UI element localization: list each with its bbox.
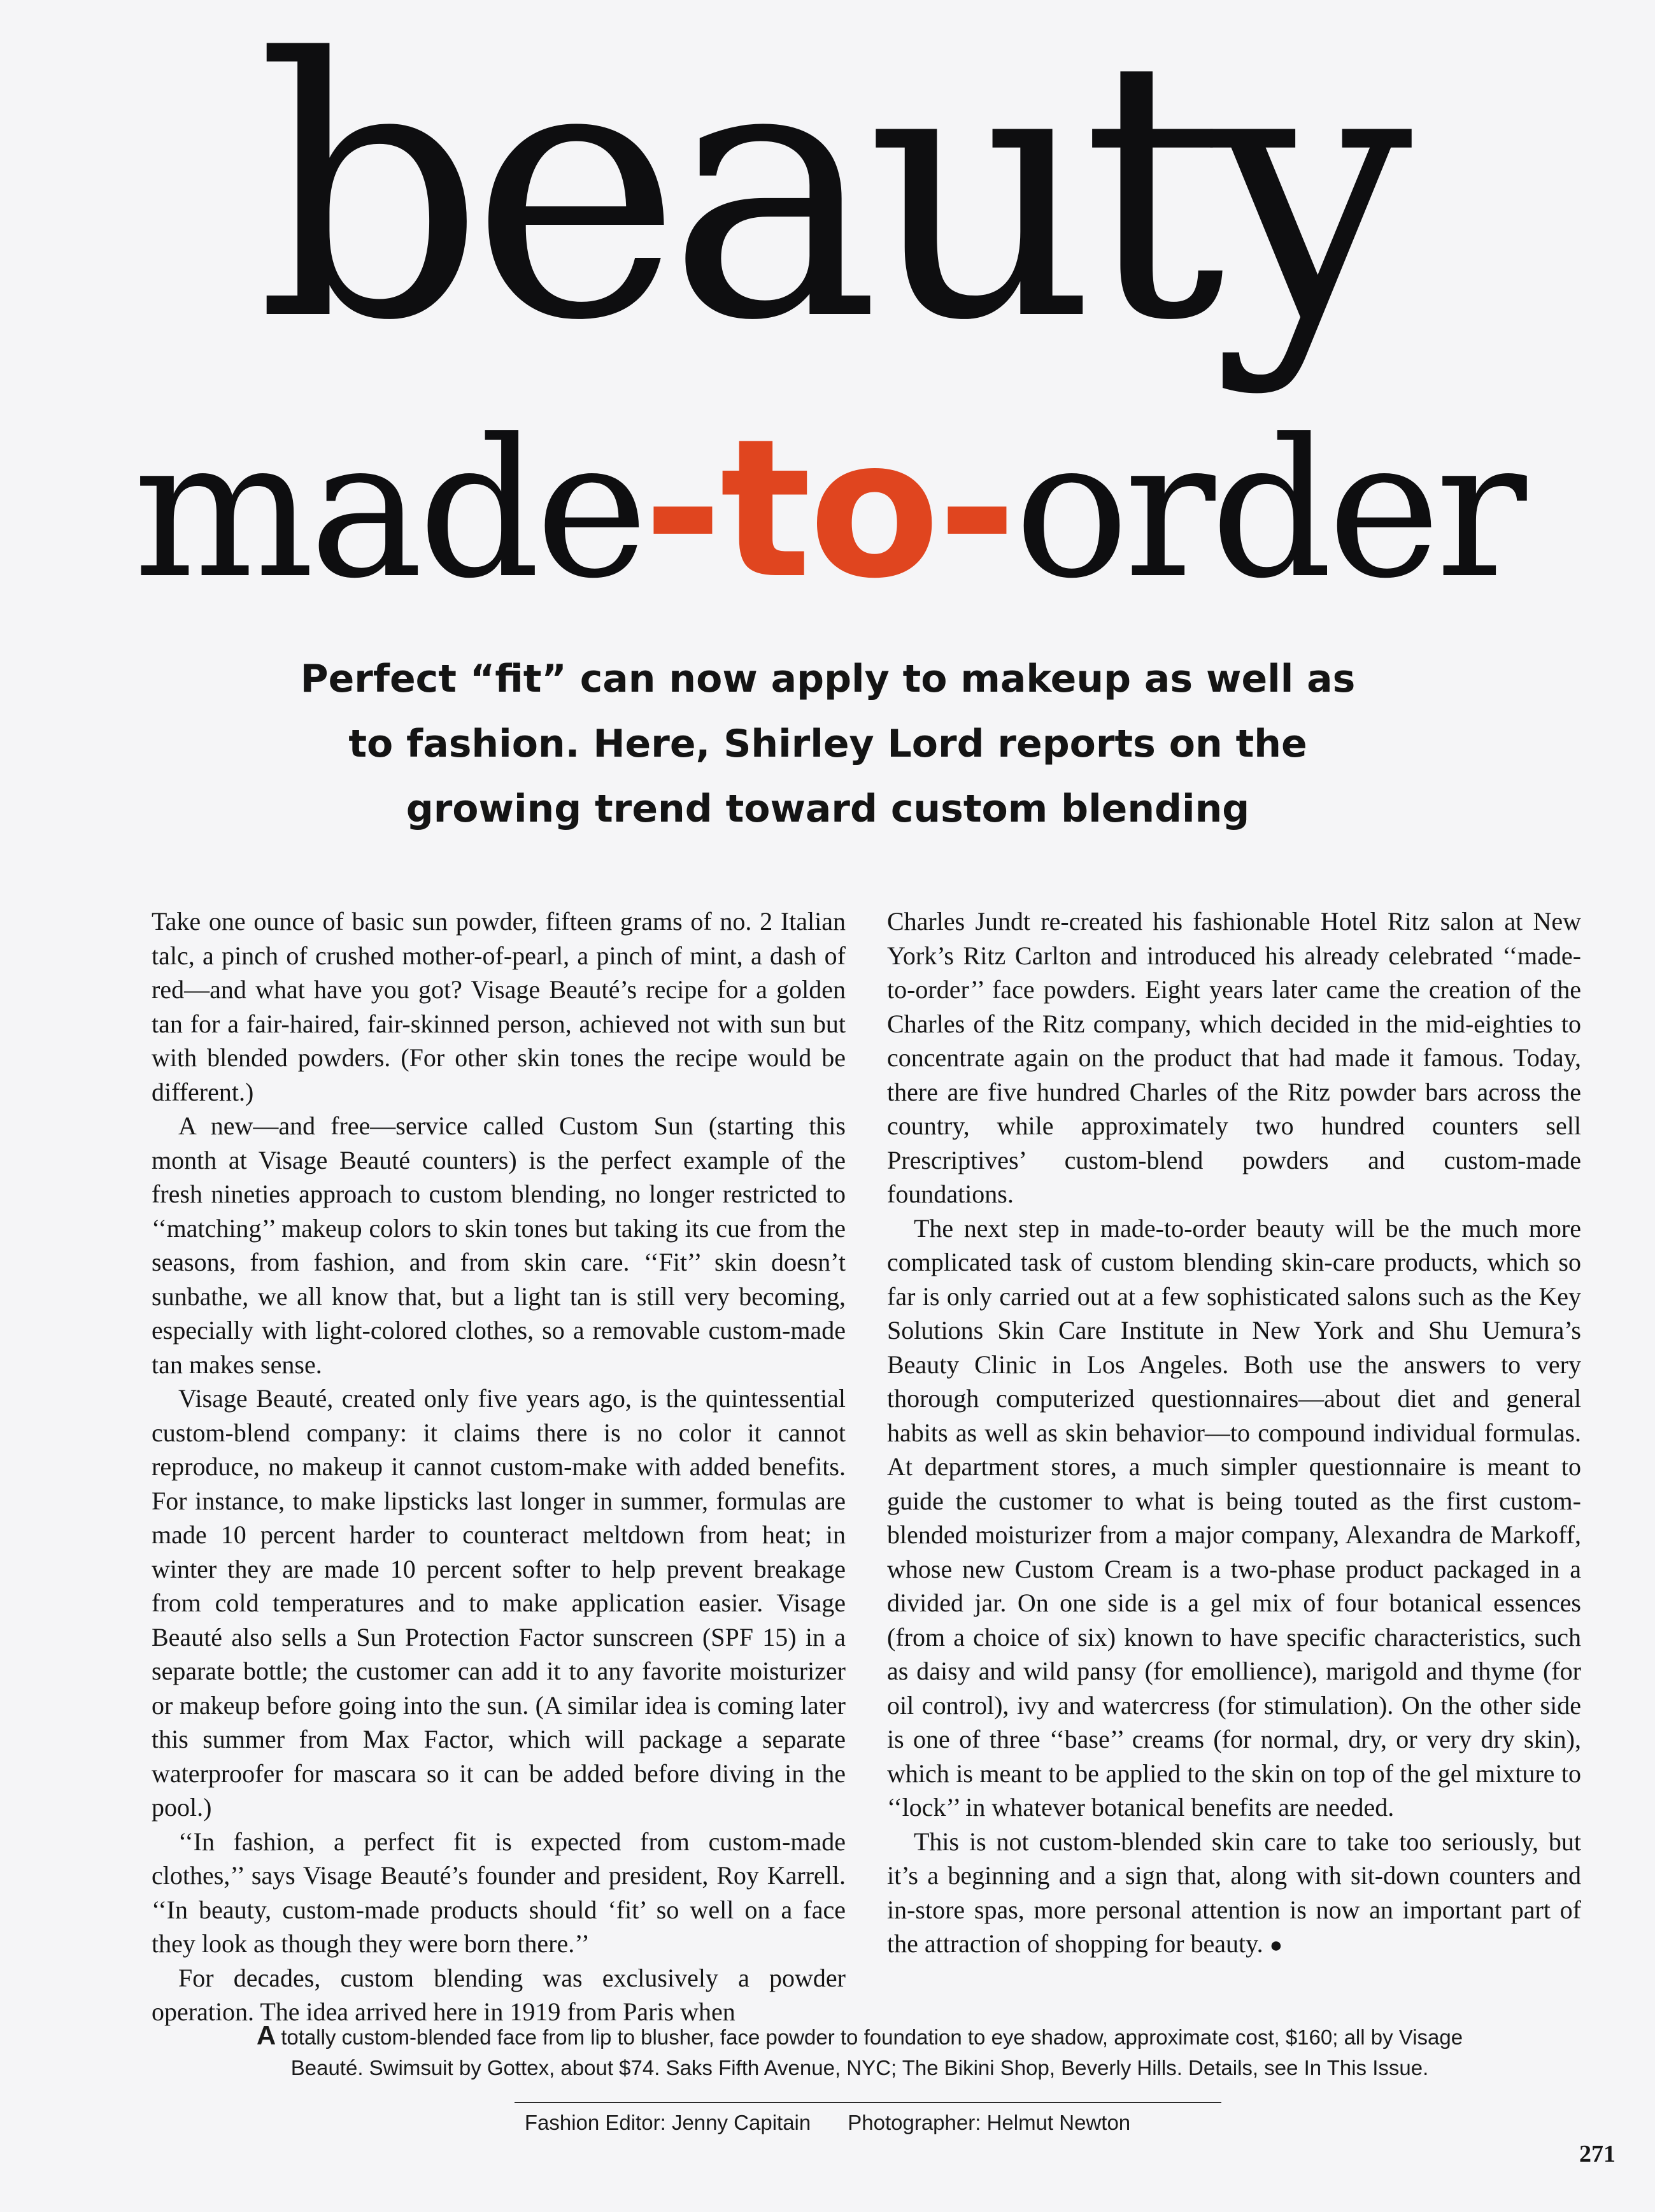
headline-made: made	[133, 398, 644, 620]
article-column-right	[887, 904, 1581, 1963]
photo-caption	[146, 2020, 1573, 2083]
deck-line-2: to fashion. Here, Shirley Lord reports on the	[348, 722, 1307, 766]
caption-line-2: Beauté. Swimsuit by Gottex, about $74. Saks Fifth Avenue, NYC; The Bikini Shop, Beverly Hills. Details, see In This Issue.	[290, 2056, 1429, 2080]
photographer-credit: Photographer: Helmut Newton	[848, 2111, 1131, 2134]
headline-to-accent: -to-	[643, 398, 1014, 620]
deck-line-1: Perfect “fit” can now apply to makeup as well as	[300, 657, 1356, 701]
article-deck	[191, 646, 1465, 841]
headline-made-to-order	[0, 398, 1655, 620]
paragraph: Charles Jundt re-created his fashionable Hotel Ritz salon at New York’s Ritz Carlton and introduced his already celebrated ‘‘made-to-order’’ face powders. Eight years later came the creation of the Charles of the Ritz company, which decided in the mid-eighties to concentrate again on the product that had made it famous. Today, there are five hundred Charles of the Ritz powder bars across the country, while approximately two hundred counters sell Prescriptives’ custom-blend powders and custom-made foundations.	[887, 907, 1581, 1208]
paragraph: Take one ounce of basic sun powder, fifteen grams of no. 2 Italian talc, a pinch of crushed mother-of-pearl, a pinch of mint, a dash of red—and what have you got? Visage Beauté’s recipe for a golden tan for a fair-haired, fair-skinned person, achieved not with sun but with blended powders. (For other skin tones the recipe would be different.)	[152, 907, 846, 1106]
paragraph: ‘‘In fashion, a perfect fit is expected from custom-made clothes,’’ says Visage Beauté’s founder and president, Roy Karrell. ‘‘In beauty, custom-made products should ‘fit’ so well on a face they look as though they were born there.’’	[152, 1827, 846, 1958]
headline-beauty: beauty	[256, 0, 1399, 399]
paragraph: The next step in made-to-order beauty will be the much more complicated task of custom blending skin-care products, which so far is only carried out at a few sophisticated salons such as the Key Solutions Skin Care Institute in New York and Shu Uemura’s Beauty Clinic in Los Angeles. Both use the answers to very thorough computerized questionnaires—about diet and general habits as well as skin behavior—to compound individual formulas. At department stores, a much simpler questionnaire is meant to guide the customer to what is being touted as the first custom-blended moisturizer from a major company, Alexandra de Markoff, whose new Custom Cream is a two-phase product packaged in a divided jar. On one side is a gel mix of four botanical essences (from a choice of six) known to have specific characteristics, such as daisy and wild pansy (for emollience), marigold and thyme (for oil control), ivy and watercress (for stimulation). On the other side is one of three ‘‘base’’ creams (for normal, dry, or very dry skin), which is meant to be applied to the skin on top of the gel mixture to ‘‘lock’’ in whatever botanical benefits are needed.	[887, 1213, 1581, 1822]
caption-line-1-text: totally custom-blended face from lip to blusher, face powder to foundation to eye shadow, approximate cost, $160; all by Visage	[281, 2025, 1463, 2049]
paragraph-final	[887, 1825, 1581, 1963]
paragraph: Visage Beauté, created only five years ago, is the quintessential custom-blend company: it claims there is no color it cannot reproduce, no makeup it cannot custom-make with added benefits. For instance, to make lipsticks last longer in summer, formulas are made 10 percent harder to counteract meltdown from heat; in winter they are made 10 percent softer to help prevent breakage from cold temperatures and to make application easier. Visage Beauté also sells a Sun Protection Factor sunscreen (SPF 15) in a separate bottle; the customer can add it to any favorite moisturizer or makeup before going into the sun. (A similar idea is coming later this summer from Max Factor, which will package a separate waterproofer for mascara so it can be added before diving in the pool.)	[152, 1384, 846, 1822]
deck-line-3: growing trend toward custom blending	[406, 787, 1250, 831]
paragraph: A new—and free—service called Custom Sun (starting this month at Visage Beauté counters) is the perfect example of the fresh nineties approach to custom blending, no longer restricted to ‘‘matching’’ makeup colors to skin tones but taking its cue from the seasons, from fashion, and from skin care. ‘‘Fit’’ skin doesn’t sunbathe, we all know that, but a light tan is still very becoming, especially with light-colored clothes, so a removable custom-made tan makes sense.	[152, 1111, 846, 1379]
credits	[0, 2108, 1655, 2138]
paragraph: For decades, custom blending was exclusively a powder operation. The idea arrived here in 1919 from Paris when	[152, 1963, 846, 2026]
credits-divider	[515, 2102, 1221, 2103]
caption-lead-letter: A	[256, 2020, 276, 2050]
page-number: 271	[1579, 2141, 1616, 2167]
article-column-left	[152, 904, 846, 2029]
caption-line-1	[146, 2020, 1573, 2053]
headline-order: order	[1014, 398, 1522, 620]
paragraph-final-text: This is not custom-blended skin care to take too seriously, but it’s a beginning and a sign that, along with sit-down counters and in-store spas, more personal attention is now an important part of the attraction of shopping for beauty.	[887, 1827, 1581, 1958]
fashion-editor-credit: Fashion Editor: Jenny Capitain	[524, 2111, 811, 2134]
end-mark-icon: ●	[1269, 1934, 1283, 1957]
